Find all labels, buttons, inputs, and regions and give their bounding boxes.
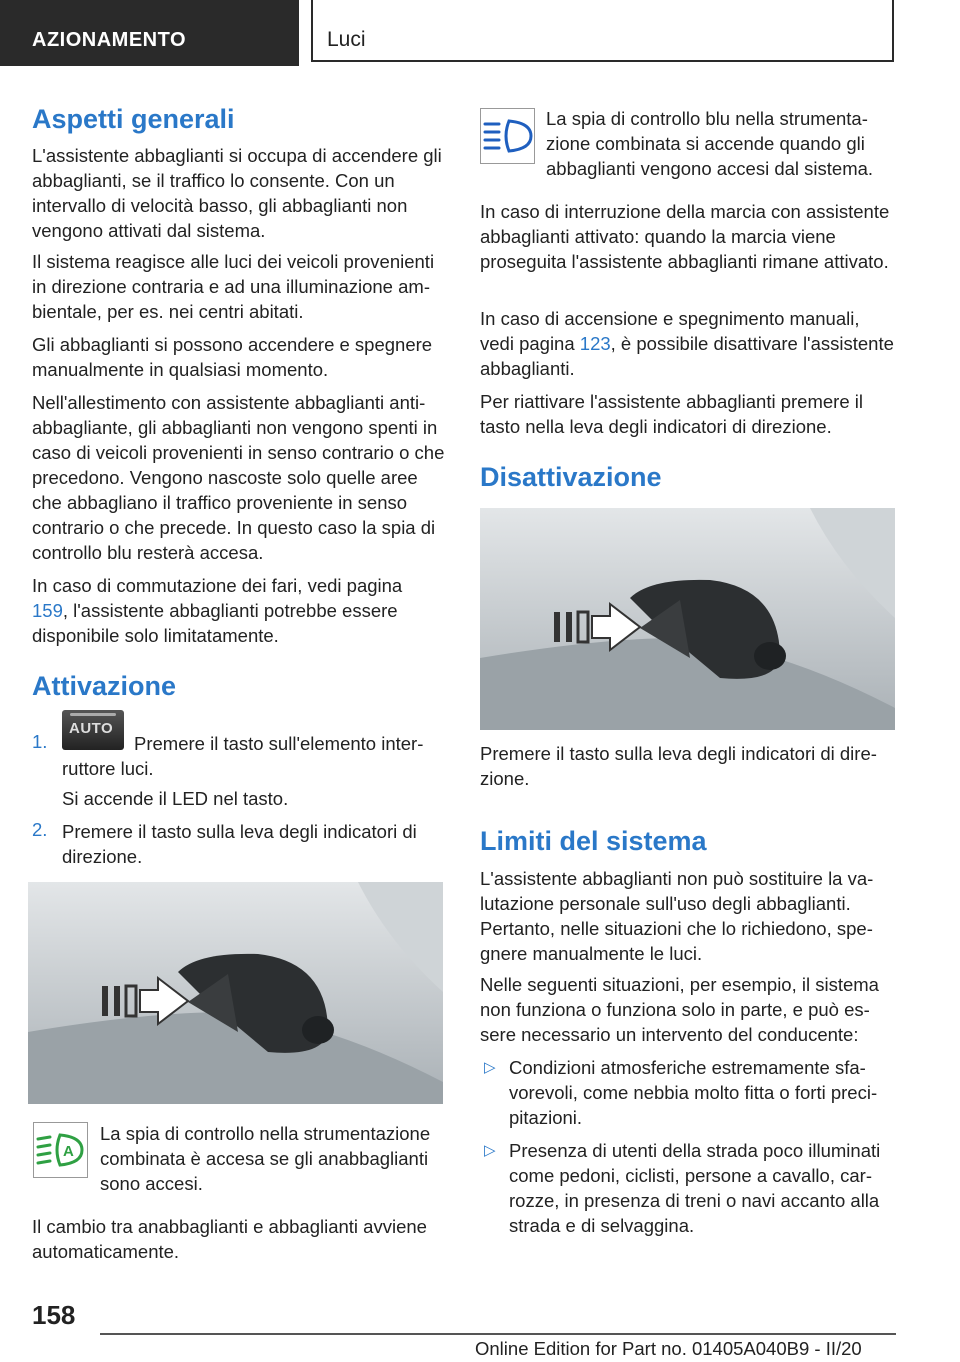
paragraph: In caso di accensione e spegnimento manuali, vedi pagina 123, è possibile disattivare l'assistente abbaglianti. (480, 308, 894, 379)
page-number: 158 (32, 1300, 76, 1330)
step-text: Premere il tasto sulla leva degli indicatori di direzione. (62, 821, 417, 867)
bullet-icon: ▷ (484, 1059, 496, 1076)
step-number: 2. (32, 819, 48, 840)
paragraph: Gli abbaglianti si possono accendere e spegnere manualmente in qualsiasi momento. (32, 334, 433, 380)
list-item: Presenza di utenti della strada poco illuminati come pedoni, ciclisti, persone a cavallo, carrozze, in presenza di treni o navi accanto alla strada e di selvaggina. (509, 1140, 881, 1236)
turn-signal-lever-photo (480, 508, 895, 730)
page-link-159[interactable]: 159 (32, 600, 63, 621)
auto-button-icon: AUTO (62, 710, 124, 750)
high-beam-assist-icon (480, 108, 535, 164)
indicator-description: La spia di controllo blu nella strumentazione combinata si accende quando gli abbaglianti vengono accesi dal sistema. (546, 108, 874, 179)
step-text: Premere il tasto sull'elemento interruttore luci. (62, 733, 424, 779)
edition-text: Online Edition for Part no. 01405A040B9 - II/20 (475, 1338, 862, 1359)
step-number: 1. (32, 731, 48, 752)
heading-limits: Limiti del sistema (480, 826, 707, 856)
turn-signal-lever-photo (28, 882, 443, 1104)
footer-divider (100, 1333, 896, 1335)
step-note: Si accende il LED nel tasto. (62, 788, 289, 809)
section-tab (0, 0, 299, 66)
paragraph: Per riattivare l'assistente abbaglianti premere il tasto nella leva degli indicatori di direzione. (480, 391, 863, 437)
heading-deactivation: Disattivazione (480, 462, 662, 492)
heading-general: Aspetti generali (32, 104, 235, 134)
indicator-description: La spia di controllo nella strumentazione combinata è accesa se gli anabbaglianti sono accesi. (100, 1123, 431, 1194)
paragraph: L'assistente abbaglianti si occupa di accendere gli abbaglianti, se il traffico lo consente. Con un intervallo di velocità basso, gli abbaglianti non vengono attivati dal sistema. (32, 145, 442, 241)
paragraph: In caso di commutazione dei fari, vedi pagina 159, l'assistente abbaglianti potrebbe essere disponibile solo limitatamente. (32, 575, 403, 646)
low-beam-assist-icon (33, 1122, 88, 1178)
paragraph: Premere il tasto sulla leva degli indicatori di direzione. (480, 743, 877, 789)
paragraph: In caso di interruzione della marcia con assistente abbaglianti attivato: quando la marcia viene proseguita l'assistente abbaglianti rimane attivato. (480, 201, 890, 272)
section-title: AZIONAMENTO (32, 29, 187, 51)
paragraph: Il sistema reagisce alle luci dei veicoli provenienti in direzione contraria e ad una illuminazione ambientale, per es. nei centri abitati. (32, 251, 435, 322)
page-link-123[interactable]: 123 (579, 333, 611, 354)
chapter-title: Luci (327, 28, 366, 51)
paragraph: Il cambio tra anabbaglianti e abbaglianti avviene automaticamente. (32, 1216, 427, 1262)
paragraph: L'assistente abbaglianti non può sostituire la valutazione personale sull'uso degli abbaglianti. Pertanto, nelle situazioni che lo richiedono, spegnere manualmente le luci. (480, 868, 874, 964)
paragraph: Nelle seguenti situazioni, per esempio, il sistema non funziona o funziona solo in parte, e può essere necessario un intervento del conducente: (480, 974, 879, 1045)
bullet-icon: ▷ (484, 1142, 496, 1159)
svg-text:A: A (63, 1143, 74, 1160)
list-item: Condizioni atmosferiche estremamente sfavorevoli, come nebbia molto fitta o forti precipitazioni. (509, 1057, 878, 1128)
chapter-tab (311, 0, 894, 62)
heading-activation: Attivazione (32, 671, 177, 701)
paragraph: Nell'allestimento con assistente abbaglianti antiabbagliante, gli abbaglianti non vengono spenti in caso di veicoli provenienti in senso contrario o che precedono. Vengono nascoste solo quelle aree che abbagliano il traffico proveniente in senso contrario o che precede. In questo caso la spia di controllo blu resterà accesa. (32, 392, 445, 563)
